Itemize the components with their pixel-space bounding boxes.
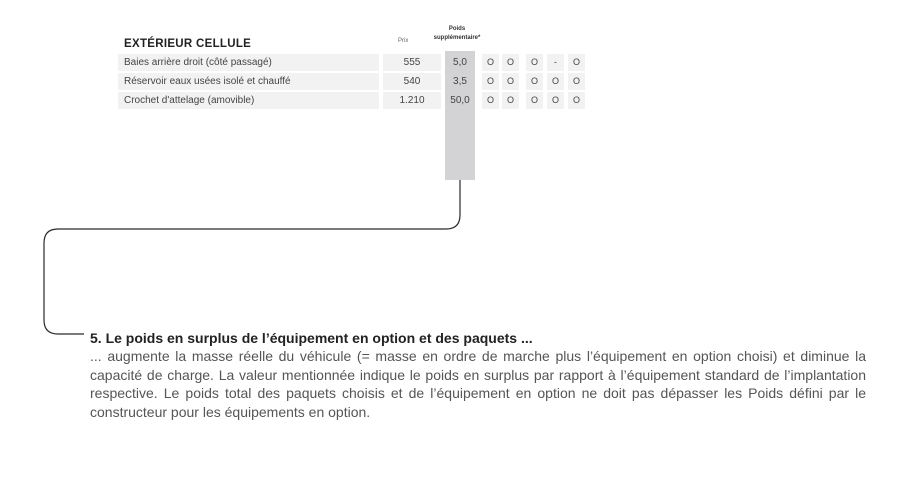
row-option: O — [502, 73, 519, 90]
column-header-weight-line2: supplémentaire* — [433, 35, 481, 41]
note-body: ... augmente la masse réelle du véhicule (= masse en ordre de marche plus l’équipement en option choisi) et diminue la capacité de charge. La valeur mentionnée indique le poids en surplus par rapport à l’équipement standard de l’implantation respective. Le poids total des paquets choisis et de l’équipement en option ne doit pas dépasser les Poids défini par le constructeur pour les équipements en option. — [90, 348, 866, 420]
row-price: 555 — [383, 54, 441, 71]
section-title: EXTÉRIEUR CELLULE — [124, 38, 252, 50]
row-price: 540 — [383, 73, 441, 90]
row-option: O — [526, 92, 543, 109]
row-weight: 50,0 — [450, 95, 470, 106]
row-option: O — [502, 92, 519, 109]
row-price: 1.210 — [383, 92, 441, 109]
row-option: O — [568, 73, 585, 90]
row-label: Baies arrière droit (côté passagé) — [118, 54, 379, 71]
column-header-price: Prix — [398, 38, 409, 44]
row-option: O — [482, 73, 499, 90]
row-option: O — [568, 92, 585, 109]
row-option: O — [502, 54, 519, 71]
note-heading: 5. Le poids en surplus de l’équipement en option et des paquets ... — [90, 330, 533, 346]
row-option: O — [482, 54, 499, 71]
row-label: Crochet d'attelage (amovible) — [118, 92, 379, 109]
row-option: O — [547, 73, 564, 90]
row-option: O — [526, 54, 543, 71]
row-option: O — [482, 92, 499, 109]
row-option: - — [547, 54, 564, 71]
row-option: O — [547, 92, 564, 109]
row-weight: 5,0 — [453, 57, 467, 68]
row-option: O — [568, 54, 585, 71]
row-weight: 3,5 — [453, 76, 467, 87]
row-option: O — [526, 73, 543, 90]
column-header-weight-line1: Poids — [448, 26, 466, 32]
row-label: Réservoir eaux usées isolé et chauffé — [118, 73, 379, 90]
